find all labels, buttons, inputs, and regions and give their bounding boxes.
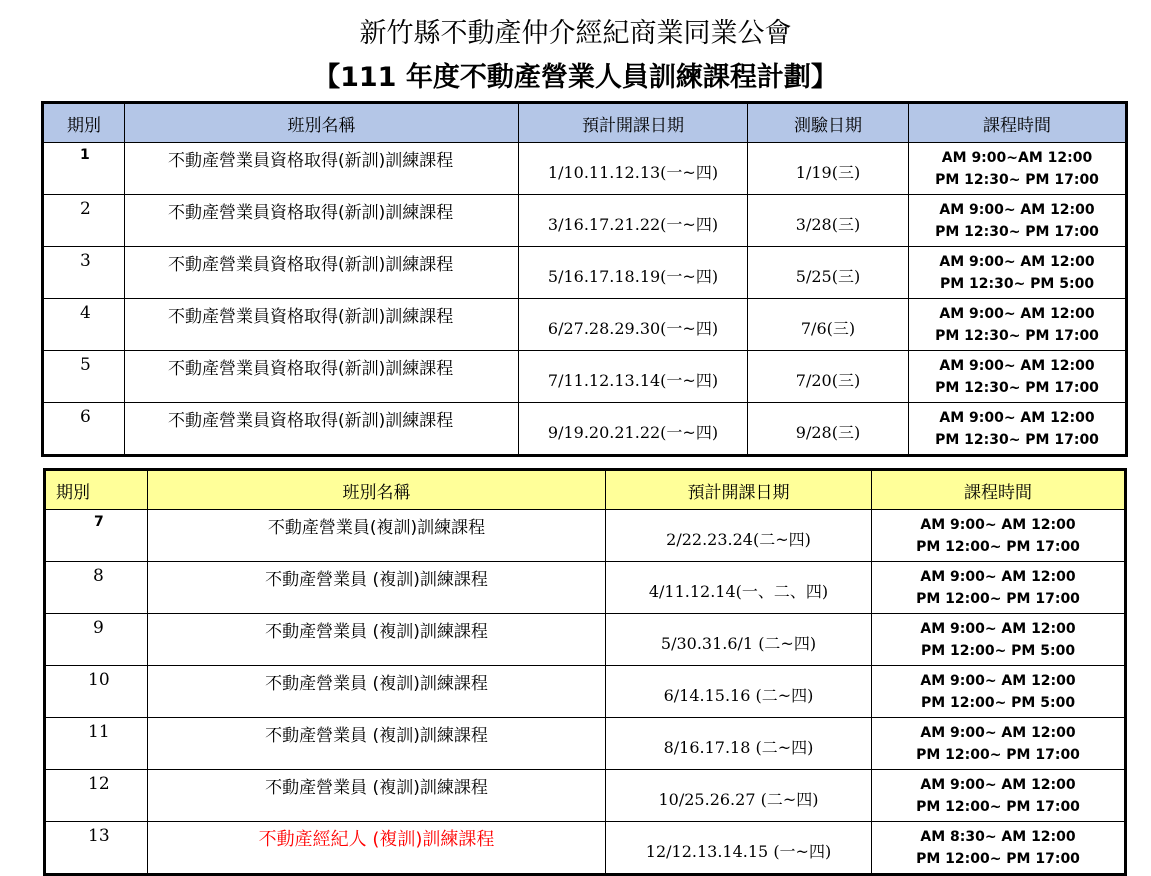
- period-cell: 12: [45, 770, 148, 822]
- exam-cell: 7/6(三): [748, 299, 909, 351]
- page-title: 新竹縣不動產仲介經紀商業同業公會: [359, 18, 792, 49]
- period-cell: 11: [45, 718, 148, 770]
- time-am: AM 9:00~ AM 12:00: [920, 672, 1076, 689]
- time-pm: PM 12:30~ PM 5:00: [939, 275, 1095, 292]
- header-course: 班別名稱: [125, 103, 519, 143]
- course-cell: 不動產營業員 (複訓)訓練課程: [148, 666, 606, 718]
- table-row: [43, 195, 1127, 247]
- time-am: AM 9:00~ AM 12:00: [920, 776, 1076, 793]
- time-am: AM 9:00~ AM 12:00: [939, 357, 1095, 374]
- training-schedule-table-new: [41, 101, 1128, 457]
- dates-cell: 1/10.11.12.13(一~四): [519, 143, 748, 195]
- time-pm: PM 12:30~ PM 17:00: [935, 379, 1099, 396]
- period-cell: 10: [45, 666, 148, 718]
- dates-cell: 7/11.12.13.14(一~四): [519, 351, 748, 403]
- table-row: [43, 403, 1127, 456]
- time-cell: [872, 510, 1126, 562]
- course-cell: 不動產營業員資格取得(新訓)訓練課程: [125, 143, 519, 195]
- period-cell: 5: [43, 351, 125, 403]
- time-am: AM 8:30~ AM 12:00: [920, 828, 1076, 845]
- course-cell: 不動產營業員(複訓)訓練課程: [148, 510, 606, 562]
- header-time: 課程時間: [872, 470, 1126, 510]
- period-cell: 8: [45, 562, 148, 614]
- time-cell: [872, 666, 1126, 718]
- course-cell: 不動產營業員資格取得(新訓)訓練課程: [125, 195, 519, 247]
- period-cell: 7: [45, 510, 148, 562]
- time-am: AM 9:00~ AM 12:00: [939, 409, 1095, 426]
- time-am: AM 9:00~ AM 12:00: [920, 620, 1076, 637]
- table-row: [45, 718, 1126, 770]
- header-course: 班別名稱: [148, 470, 606, 510]
- dates-cell: 12/12.13.14.15 (一~四): [606, 822, 872, 875]
- period-cell: 4: [43, 299, 125, 351]
- dates-cell: 5/16.17.18.19(一~四): [519, 247, 748, 299]
- table-row: [43, 247, 1127, 299]
- time-pm: PM 12:00~ PM 5:00: [920, 694, 1076, 711]
- dates-cell: 5/30.31.6/1 (二~四): [606, 614, 872, 666]
- dates-cell: 4/11.12.14(一、二、四): [606, 562, 872, 614]
- time-am: AM 9:00~ AM 12:00: [920, 724, 1076, 741]
- course-cell: 不動產營業員 (複訓)訓練課程: [148, 562, 606, 614]
- period-cell: 9: [45, 614, 148, 666]
- time-am: AM 9:00~ AM 12:00: [920, 516, 1076, 533]
- header-dates: 預計開課日期: [519, 103, 748, 143]
- table-row: [45, 614, 1126, 666]
- period-cell: 3: [43, 247, 125, 299]
- table-header-row: [43, 103, 1127, 143]
- period-cell: 2: [43, 195, 125, 247]
- time-am: AM 9:00~ AM 12:00: [939, 253, 1095, 270]
- exam-cell: 5/25(三): [748, 247, 909, 299]
- header-period: 期別: [43, 103, 125, 143]
- dates-cell: 2/22.23.24(二~四): [606, 510, 872, 562]
- time-pm: PM 12:00~ PM 17:00: [916, 538, 1080, 555]
- time-pm: PM 12:30~ PM 17:00: [935, 223, 1099, 240]
- time-am: AM 9:00~ AM 12:00: [939, 305, 1095, 322]
- period-cell: 1: [43, 143, 125, 195]
- time-pm: PM 12:00~ PM 5:00: [920, 642, 1076, 659]
- course-cell: 不動產營業員資格取得(新訓)訓練課程: [125, 403, 519, 456]
- dates-cell: 3/16.17.21.22(一~四): [519, 195, 748, 247]
- period-cell: 6: [43, 403, 125, 456]
- page-subtitle: 【111 年度不動產營業人員訓練課程計劃】: [313, 62, 838, 93]
- time-cell: [872, 614, 1126, 666]
- exam-cell: 3/28(三): [748, 195, 909, 247]
- table-row: [43, 299, 1127, 351]
- table-row: [45, 666, 1126, 718]
- time-pm: PM 12:30~ PM 17:00: [935, 171, 1099, 188]
- time-cell: [872, 562, 1126, 614]
- time-am: AM 9:00~ AM 12:00: [920, 568, 1076, 585]
- period-cell: 13: [45, 822, 148, 875]
- header-dates: 預計開課日期: [606, 470, 872, 510]
- time-pm: PM 12:30~ PM 17:00: [935, 327, 1099, 344]
- table-row: [43, 351, 1127, 403]
- time-am: AM 9:00~ AM 12:00: [939, 201, 1095, 218]
- time-pm: PM 12:00~ PM 17:00: [916, 590, 1080, 607]
- table-header-row: [45, 470, 1126, 510]
- dates-cell: 8/16.17.18 (二~四): [606, 718, 872, 770]
- time-cell: [909, 143, 1127, 195]
- time-cell: [872, 718, 1126, 770]
- time-pm: PM 12:30~ PM 17:00: [935, 431, 1099, 448]
- course-cell: 不動產營業員資格取得(新訓)訓練課程: [125, 351, 519, 403]
- course-cell: 不動產營業員資格取得(新訓)訓練課程: [125, 299, 519, 351]
- table-row: [45, 562, 1126, 614]
- exam-cell: 1/19(三): [748, 143, 909, 195]
- header-exam: 測驗日期: [748, 103, 909, 143]
- dates-cell: 6/14.15.16 (二~四): [606, 666, 872, 718]
- training-schedule-table-refresher: [43, 468, 1127, 876]
- time-am: AM 9:00~AM 12:00: [941, 149, 1093, 166]
- course-cell: 不動產營業員 (複訓)訓練課程: [148, 614, 606, 666]
- time-pm: PM 12:00~ PM 17:00: [916, 850, 1080, 867]
- table-row: [45, 770, 1126, 822]
- header-time: 課程時間: [909, 103, 1127, 143]
- time-cell: [872, 770, 1126, 822]
- header-period: 期別: [45, 470, 148, 510]
- dates-cell: 9/19.20.21.22(一~四): [519, 403, 748, 456]
- time-cell: [909, 299, 1127, 351]
- dates-cell: 6/27.28.29.30(一~四): [519, 299, 748, 351]
- course-cell-highlight: 不動產經紀人 (複訓)訓練課程: [148, 822, 606, 875]
- table-row: [43, 143, 1127, 195]
- time-pm: PM 12:00~ PM 17:00: [916, 746, 1080, 763]
- dates-cell: 10/25.26.27 (二~四): [606, 770, 872, 822]
- table-row: [45, 510, 1126, 562]
- time-cell: [909, 351, 1127, 403]
- course-cell: 不動產營業員 (複訓)訓練課程: [148, 770, 606, 822]
- course-cell: 不動產營業員 (複訓)訓練課程: [148, 718, 606, 770]
- time-cell: [909, 195, 1127, 247]
- time-cell: [909, 247, 1127, 299]
- course-cell: 不動產營業員資格取得(新訓)訓練課程: [125, 247, 519, 299]
- time-pm: PM 12:00~ PM 17:00: [916, 798, 1080, 815]
- exam-cell: 7/20(三): [748, 351, 909, 403]
- exam-cell: 9/28(三): [748, 403, 909, 456]
- time-cell: [909, 403, 1127, 456]
